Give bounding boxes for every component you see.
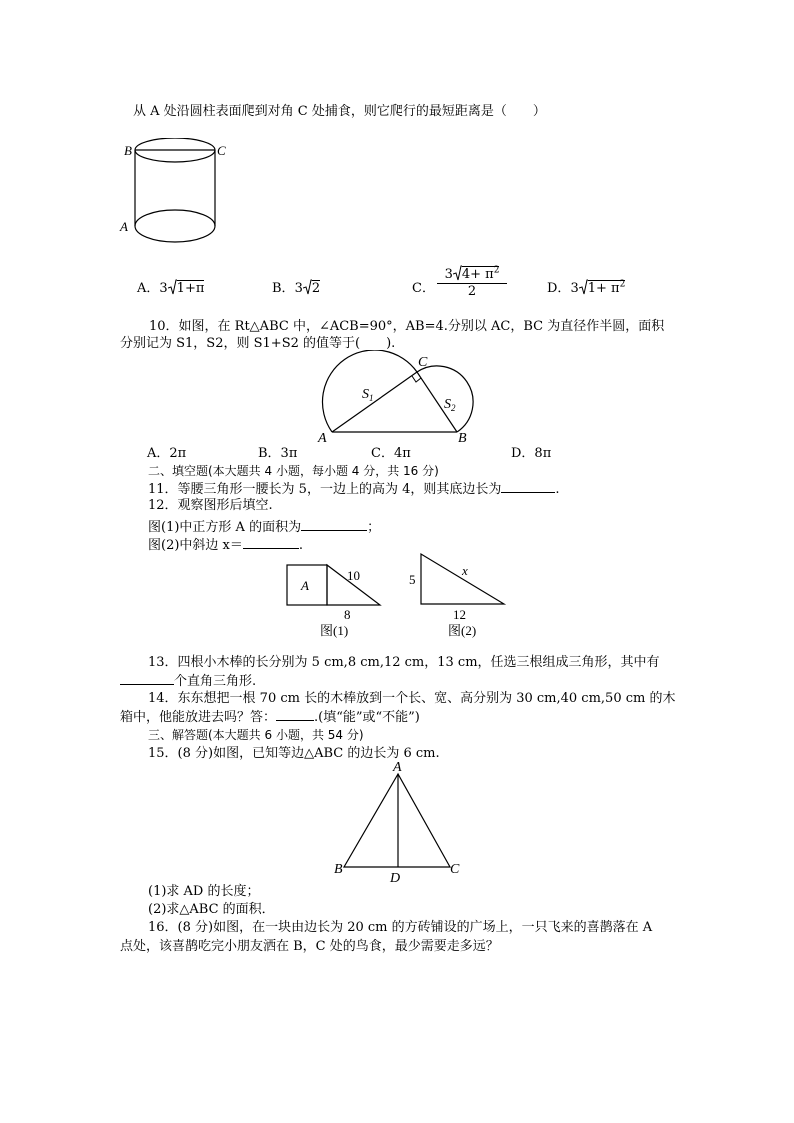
q9-question-line: 从 A 处沿圆柱表面爬到对角 C 处捕食，则它爬行的最短距离是（ ） xyxy=(133,104,546,119)
q10-option-d: D．8π xyxy=(511,446,552,461)
label-B: B xyxy=(334,862,343,877)
label-C: C xyxy=(450,862,460,877)
option-a-coef: 3 xyxy=(159,281,168,296)
q10-line2: 分别记为 S1，S2，则 S1+S2 的值等于( ). xyxy=(120,336,396,351)
q12-line2-text: 图(1)中正方形 A 的面积为 xyxy=(148,520,302,535)
q12-line3 xyxy=(148,536,303,554)
figure-2-caption: 图(2) xyxy=(448,623,477,638)
hypotenuse-label: x xyxy=(462,563,468,578)
hypotenuse-label: 10 xyxy=(347,568,360,583)
option-c-exponent: 2 xyxy=(493,265,500,276)
option-b-label: B． xyxy=(272,281,295,296)
base-label: 8 xyxy=(344,607,351,622)
option-b-radicand: 2 xyxy=(311,281,321,296)
sqrt-sign-icon xyxy=(168,279,177,295)
option-c-radicand: 4+ π xyxy=(461,267,494,282)
q11-answer-blank[interactable] xyxy=(501,480,555,493)
q11-text: 11．等腰三角形一腰长为 5，一边上的高为 4，则其底边长为 xyxy=(148,482,502,497)
option-d-radicand: 1+ π xyxy=(587,281,620,296)
semicircle-on-AC xyxy=(322,350,417,432)
option-c xyxy=(412,277,435,296)
label-B: B xyxy=(124,143,132,158)
q13-line2-text: 个直角三角形. xyxy=(174,674,257,689)
q14-line2-text: 箱中，他能放进去吗？答： xyxy=(120,710,277,725)
option-c-fraction xyxy=(437,265,507,299)
q12-answer-blank-1[interactable] xyxy=(301,518,367,531)
q13-line1: 13．四根小木棒的长分别为 5 cm,8 cm,12 cm，13 cm，任选三根组成三角形，其中有 xyxy=(148,655,660,670)
label-S2: $S_2$ xyxy=(444,397,456,413)
label-D: D xyxy=(390,871,401,884)
triangle-ABC xyxy=(344,774,450,867)
cylinder-bottom-ellipse xyxy=(135,210,215,242)
cylinder-figure xyxy=(116,138,226,248)
q16-line1: 16．(8 分)如图，在一块由边长为 20 cm 的方砖铺设的广场上，一只飞来的喜鹊落在 A xyxy=(148,920,653,935)
label-A: A xyxy=(393,762,402,775)
q10-option-c: C．4π xyxy=(371,446,411,461)
semicircle-figure xyxy=(310,350,500,446)
label-C: C xyxy=(418,355,428,370)
q15-sub2: (2)求△ABC 的面积． xyxy=(148,902,275,917)
label-C: C xyxy=(217,143,226,158)
right-triangle xyxy=(421,554,504,604)
q14-line1: 14．东东想把一根 70 cm 长的木棒放到一个长、宽、高分别为 30 cm,40 cm,50 cm 的木 xyxy=(148,691,676,706)
q14-line2 xyxy=(120,708,420,726)
option-c-numerator xyxy=(437,265,507,284)
q10-option-a: A．2π xyxy=(147,446,187,461)
option-d xyxy=(547,277,625,296)
option-b xyxy=(272,277,320,296)
q16-line2: 点处，该喜鹊吃完小朋友洒在 B，C 处的鸟食，最少需要走多远？ xyxy=(120,939,499,954)
q10-line1: 10．如图，在 Rt△ABC 中，∠ACB=90°，AB=4.分别以 AC，BC 为直径作半圆，面积 xyxy=(149,319,665,334)
q14-line2-end: .(填“能”或“不能”) xyxy=(314,710,420,725)
q11-line xyxy=(148,480,560,498)
option-c-denominator: 2 xyxy=(467,284,477,299)
option-d-exponent: 2 xyxy=(619,279,626,290)
label-B: B xyxy=(458,431,467,446)
q12-line3-end: . xyxy=(298,538,304,553)
q13-line2 xyxy=(120,672,256,690)
q10-option-b: B．3π xyxy=(258,446,298,461)
q12-line3-text: 图(2)中斜边 x＝ xyxy=(148,538,243,553)
section-answer-heading: 三、解答题(本大题共 6 小题，共 54 分) xyxy=(148,728,364,742)
option-c-coef: 3 xyxy=(444,267,453,282)
option-b-coef: 3 xyxy=(294,281,303,296)
option-a xyxy=(137,277,204,296)
label-A: A xyxy=(318,431,327,446)
q13-answer-blank[interactable] xyxy=(120,672,174,685)
sqrt-sign-icon xyxy=(303,279,312,295)
option-a-radicand: 1+π xyxy=(176,281,205,296)
option-a-label: A． xyxy=(137,281,160,296)
figure-1-caption: 图(1) xyxy=(320,623,349,638)
q12-answer-blank-2[interactable] xyxy=(243,536,299,549)
side-label: 5 xyxy=(409,572,416,587)
side-BC xyxy=(417,372,457,432)
side-AC xyxy=(332,372,417,432)
equilateral-triangle-figure xyxy=(330,762,465,884)
figure-1 xyxy=(282,560,392,642)
q15-sub1: (1)求 AD 的长度； xyxy=(148,884,260,899)
label-A: A xyxy=(120,219,128,234)
q12-line2 xyxy=(148,518,380,536)
section-fill-in-heading: 二、填空题(本大题共 4 小题，每小题 4 分，共 16 分) xyxy=(148,464,439,478)
sqrt-sign-icon xyxy=(579,279,588,295)
q12-line1: 12．观察图形后填空. xyxy=(148,498,273,513)
option-d-label: D． xyxy=(547,281,571,296)
base-label: 12 xyxy=(453,607,466,622)
q15-line1: 15．(8 分)如图，已知等边△ABC 的边长为 6 cm. xyxy=(148,746,440,761)
figure-2 xyxy=(404,548,514,642)
sqrt-sign-icon xyxy=(453,265,462,281)
q14-answer-blank[interactable] xyxy=(276,708,314,721)
option-d-coef: 3 xyxy=(570,281,579,296)
label-S1: $S_1$ xyxy=(362,387,374,403)
option-c-label: C． xyxy=(412,281,435,296)
q11-end: . xyxy=(555,482,560,497)
q12-line2-end: ； xyxy=(367,520,381,535)
label-A: A xyxy=(301,578,309,593)
